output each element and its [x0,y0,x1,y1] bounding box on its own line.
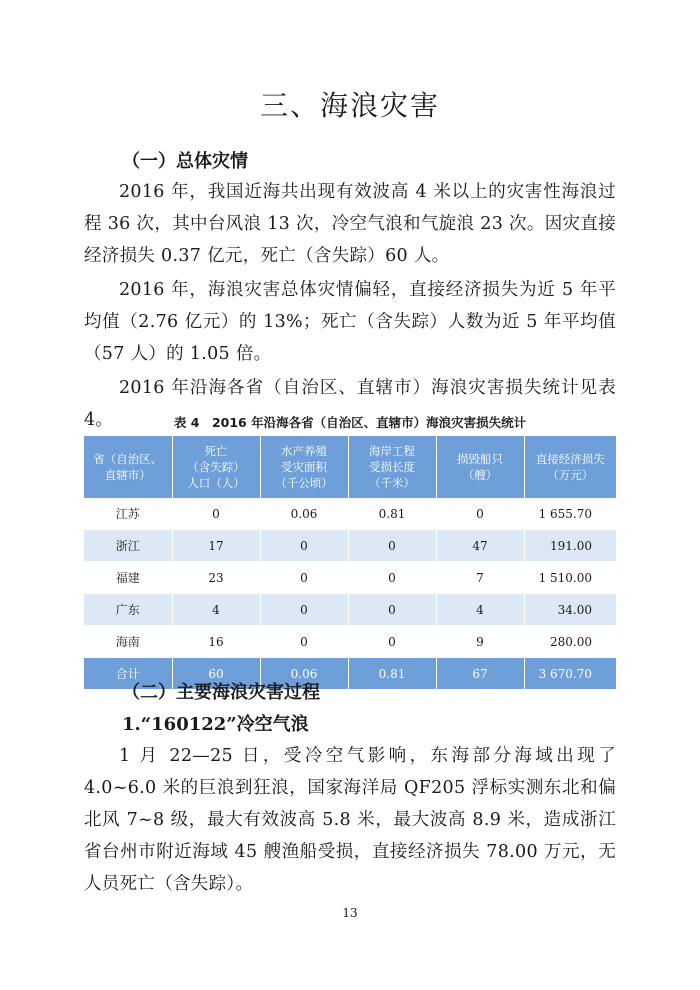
table-cell: 浙江 [84,530,172,562]
table-cell: 34.00 [524,594,616,626]
table-cell: 0 [172,498,260,530]
table-cell: 0 [436,498,524,530]
table-cell: 4 [436,594,524,626]
table-cell: 0 [348,594,436,626]
table-cell: 16 [172,626,260,658]
table-cell: 0 [348,626,436,658]
page-number: 13 [342,906,358,920]
table-header-cell: 省（自治区、 直辖市） [84,436,172,498]
subsection-heading: 1.“160122”冷空气浪 [122,714,309,735]
page-title: 三、海浪灾害 [259,89,440,122]
table-cell: 7 [436,562,524,594]
table-cell: 广东 [84,594,172,626]
table-cell: 0 [260,594,348,626]
table-row [84,530,616,562]
table-cell: 0.81 [348,498,436,530]
table-cell: 0 [348,530,436,562]
table-cell: 280.00 [524,626,616,658]
table-cell: 海南 [84,626,172,658]
section-heading-overall: （一）总体灾情 [122,151,248,172]
paragraph: 1 月 22—25 日，受冷空气影响，东海部分海域出现了 4.0~6.0 米的巨浪到狂浪，国家海洋局 QF205 浮标实测东北和偏北风 7~8 级，最大有效波高 5.8 米，最大波高 8.9 米，造成浙江省台州市附近海域 45 艘渔船受损，直接经济损失 78.00 万元，无人员死亡（含失踪）。 [84,746,616,894]
paragraph: 2016 年沿海各省（自治区、直辖市）海浪灾害损失统计见表 4。 [84,378,616,430]
paragraph: 2016 年，我国近海共出现有效波高 4 米以上的灾害性海浪过程 36 次，其中台风浪 13 次，冷空气浪和气旋浪 23 次。因灾直接经济损失 0.37 亿元，死亡（含失踪）60 人。 [84,182,616,266]
table-header-cell: 损毁船只 （艘） [436,436,524,498]
table-body [84,498,616,690]
table-cell: 0 [260,626,348,658]
section-heading-processes: （二）主要海浪灾害过程 [122,682,320,703]
table-total-cell: 67 [436,658,524,690]
table-cell: 191.00 [524,530,616,562]
paragraph: 2016 年，海浪灾害总体灾情偏轻，直接经济损失为近 5 年平均值（2.76 亿元）的 13%；死亡（含失踪）人数为近 5 年平均值（57 人）的 1.05 倍。 [84,280,616,364]
table-header-cell: 死亡 （含失踪） 人口（人） [172,436,260,498]
table-cell: 1 655.70 [524,498,616,530]
table-total-cell: 60 [172,658,260,690]
table-row [84,594,616,626]
table-cell: 0 [260,530,348,562]
table-total-cell: 0.06 [260,658,348,690]
table-cell: 0 [348,562,436,594]
table-cell: 江苏 [84,498,172,530]
table-total-cell: 合计 [84,658,172,690]
table-total-cell: 0.81 [348,658,436,690]
table-cell: 1 510.00 [524,562,616,594]
table-cell: 9 [436,626,524,658]
section-overall-body [84,176,616,436]
table-cell: 17 [172,530,260,562]
table-cell: 47 [436,530,524,562]
table-header-cell: 海岸工程 受损长度 （千米） [348,436,436,498]
table-header-cell: 水产养殖 受灾面积 （千公顷） [260,436,348,498]
table-header-cell: 直接经济损失 （万元） [524,436,616,498]
table-caption: 表 4 2016 年沿海各省（自治区、直辖市）海浪灾害损失统计 [173,415,527,430]
table-cell: 福建 [84,562,172,594]
table-total-cell: 3 670.70 [524,658,616,690]
table-cell: 23 [172,562,260,594]
table-cell: 4 [172,594,260,626]
table-cell: 0.06 [260,498,348,530]
loss-statistics-table [84,436,616,690]
table-row [84,626,616,658]
section-processes-body [84,740,616,900]
table-cell: 0 [260,562,348,594]
table-row [84,562,616,594]
table-row [84,498,616,530]
table-header-row [84,436,616,498]
